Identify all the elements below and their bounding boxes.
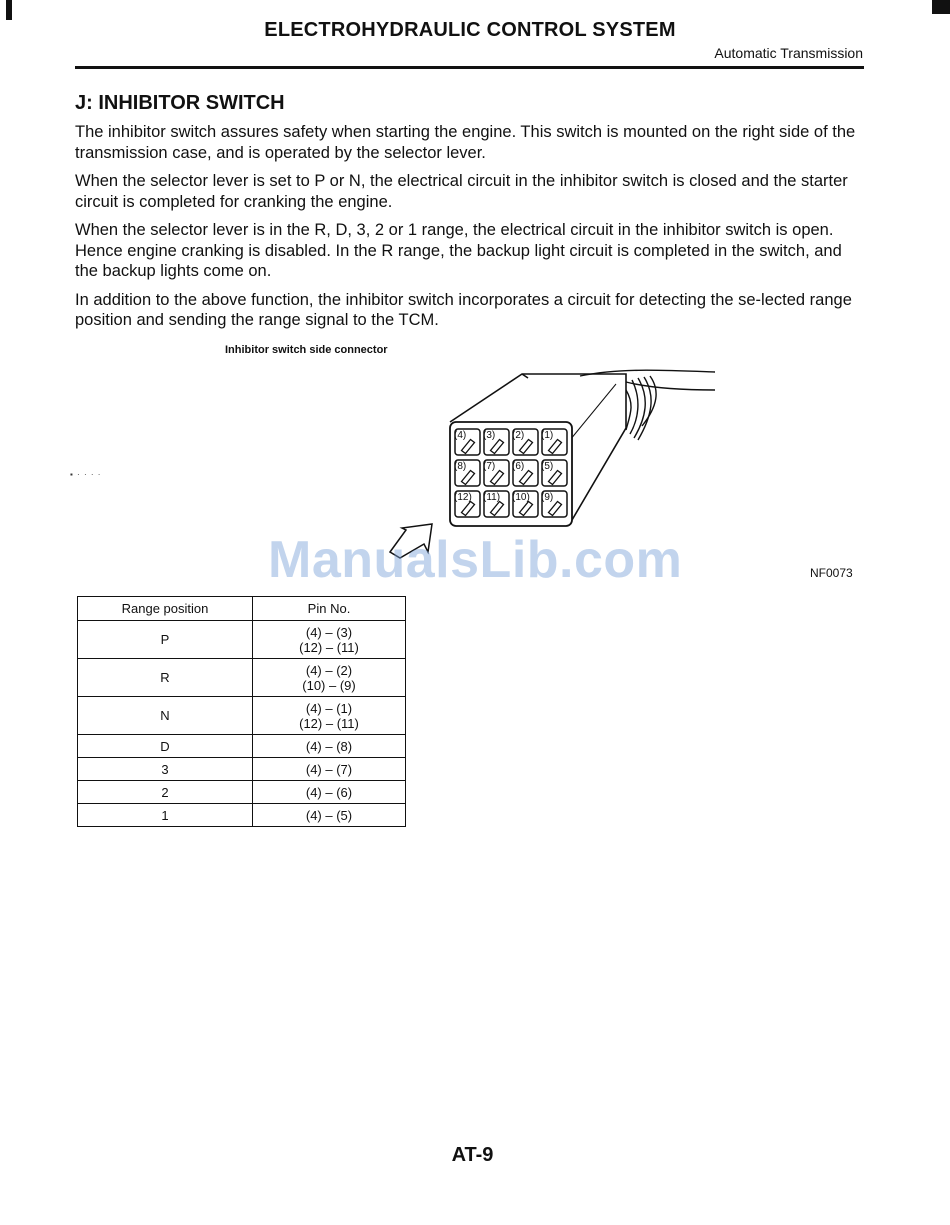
range-cell: N [78,697,253,735]
table-row [78,758,406,781]
connector-pin [541,491,567,517]
connector-caption: Inhibitor switch side connector [225,344,388,356]
pin-label: (3) [483,430,496,441]
scan-speck: ▪ · · · · [70,470,102,479]
pin-label: (8) [454,461,467,472]
range-pin-table [77,596,406,827]
pin-label: (11) [483,492,501,503]
table-row [78,659,406,697]
pin-cell [253,697,406,735]
pin-label: (5) [541,461,554,472]
pin-label: (1) [541,430,554,441]
pin-cell: (4) – (5) [253,804,406,827]
table-row [78,804,406,827]
pin-label: (7) [483,461,496,472]
table-row [78,735,406,758]
document-title: ELECTROHYDRAULIC CONTROL SYSTEM [264,19,676,41]
pin-label: (10) [512,492,530,503]
paragraph-range-signal: In addition to the above function, the inhibitor switch incorporates a circuit for detecting the se-lected range position and sending the range signal to the TCM. [75,290,852,329]
paragraph-p-n-range: When the selector lever is set to P or N, the electrical circuit in the inhibitor switch is closed and the starter circuit is completed for cranking the engine. [75,172,848,211]
pin-cell: (4) – (7) [253,758,406,781]
column-header-pin: Pin No. [253,597,406,621]
pin-cell [253,621,406,659]
page-edge-mark-left [6,0,12,20]
pin-pair: (12) – (11) [299,639,359,655]
pin-pair: (4) – (2) [305,662,353,678]
document-subtitle: Automatic Transmission [714,45,863,61]
connector-pin [541,460,567,486]
range-cell: D [78,735,253,758]
pin-pair: (4) – (3) [305,624,353,640]
page-edge-mark-right [932,0,950,14]
figure-code: NF0073 [810,566,853,580]
connector-pin [454,460,480,486]
connector-pin [454,429,480,455]
pin-pair: (10) – (9) [302,677,356,693]
section-body [75,122,867,339]
pin-cell [253,659,406,697]
range-cell: R [78,659,253,697]
pin-pair: (12) – (11) [299,715,359,731]
paragraph-other-ranges: When the selector lever is in the R, D, 3, 2 or 1 range, the electrical circuit in the inhibitor switch is open. Hence engine cranking is disabled. In the R range, the backup light circuit is completed in the switch, and the backup lights come on. [75,221,842,280]
table-row [78,697,406,735]
wire-harness [580,370,715,440]
connector-pin [512,491,538,517]
pin-label: (9) [541,492,554,503]
table-header-row [78,597,406,621]
range-cell: P [78,621,253,659]
connector-pin [483,491,509,517]
pin-label: (12) [454,492,472,503]
table-row [78,621,406,659]
connector-pin [512,429,538,455]
connector-pin [483,460,509,486]
range-cell: 1 [78,804,253,827]
pin-label: (4) [454,430,467,441]
pin-label: (6) [512,461,525,472]
table-row [78,781,406,804]
connector-pin [541,429,567,455]
connector-pin [483,429,509,455]
watermark: ManualsLib.com [268,531,683,589]
pin-pair: (4) – (1) [305,700,353,716]
pin-cell: (4) – (8) [253,735,406,758]
pin-label: (2) [512,430,525,441]
connector-pin [454,491,480,517]
header-rule [75,66,864,69]
column-header-range: Range position [78,597,253,621]
connector-pin [512,460,538,486]
pin-cell: (4) – (6) [253,781,406,804]
paragraph-purpose: The inhibitor switch assures safety when starting the engine. This switch is mounted on the right side of the transmission case, and is operated by the selector lever. [75,123,856,162]
page-number: AT-9 [451,1144,494,1166]
section-title: J: INHIBITOR SWITCH [75,92,285,114]
range-cell: 2 [78,781,253,804]
range-cell: 3 [78,758,253,781]
